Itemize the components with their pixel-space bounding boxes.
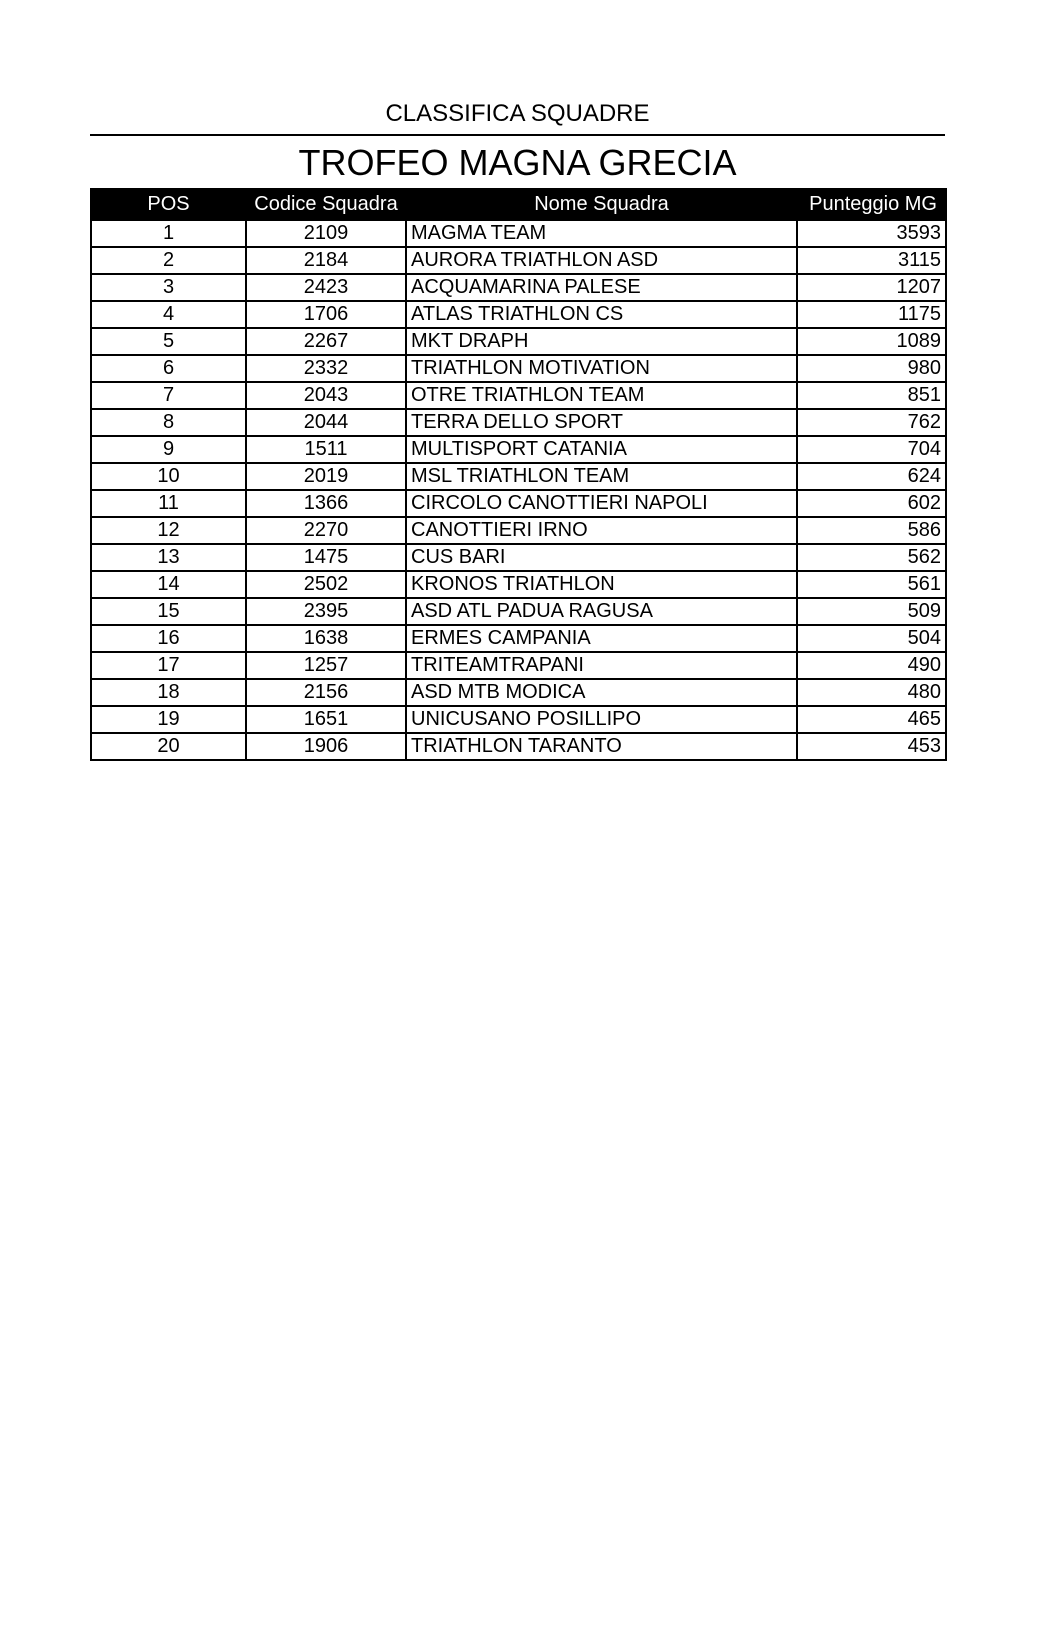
header-code: Codice Squadra [246,189,406,220]
cell-pos: 18 [91,679,246,706]
cell-code: 1651 [246,706,406,733]
cell-score: 762 [797,409,946,436]
cell-score: 3115 [797,247,946,274]
cell-code: 2109 [246,220,406,247]
cell-code: 2332 [246,355,406,382]
table-row [91,517,946,544]
table-row [91,625,946,652]
table-row [91,436,946,463]
cell-team-name: OTRE TRIATHLON TEAM [406,382,797,409]
cell-pos: 4 [91,301,246,328]
document-title: TROFEO MAGNA GRECIA [298,142,737,183]
cell-team-name: MAGMA TEAM [406,220,797,247]
cell-pos: 20 [91,733,246,760]
cell-score: 1089 [797,328,946,355]
cell-code: 2156 [246,679,406,706]
cell-score: 561 [797,571,946,598]
cell-pos: 3 [91,274,246,301]
table-body [91,220,946,760]
cell-code: 2044 [246,409,406,436]
cell-pos: 11 [91,490,246,517]
ranking-table [90,188,947,761]
cell-score: 586 [797,517,946,544]
cell-score: 851 [797,382,946,409]
cell-team-name: CUS BARI [406,544,797,571]
table-row [91,706,946,733]
cell-score: 480 [797,679,946,706]
cell-team-name: ERMES CAMPANIA [406,625,797,652]
cell-pos: 15 [91,598,246,625]
cell-score: 1175 [797,301,946,328]
cell-code: 2502 [246,571,406,598]
cell-team-name: MSL TRIATHLON TEAM [406,463,797,490]
table-row [91,733,946,760]
table-row [91,220,946,247]
cell-team-name: TRITEAMTRAPANI [406,652,797,679]
cell-score: 453 [797,733,946,760]
cell-code: 1906 [246,733,406,760]
cell-team-name: ASD MTB MODICA [406,679,797,706]
cell-score: 1207 [797,274,946,301]
cell-team-name: MKT DRAPH [406,328,797,355]
table-row [91,571,946,598]
cell-score: 624 [797,463,946,490]
document-subtitle: CLASSIFICA SQUADRE [385,100,650,127]
header-name: Nome Squadra [406,189,797,220]
cell-code: 1706 [246,301,406,328]
title-divider [90,134,945,136]
table-row [91,328,946,355]
cell-pos: 10 [91,463,246,490]
cell-code: 2270 [246,517,406,544]
cell-pos: 5 [91,328,246,355]
table-header-row [91,189,946,220]
cell-score: 704 [797,436,946,463]
cell-score: 3593 [797,220,946,247]
cell-score: 465 [797,706,946,733]
cell-score: 490 [797,652,946,679]
cell-team-name: ASD ATL PADUA RAGUSA [406,598,797,625]
cell-score: 980 [797,355,946,382]
cell-team-name: MULTISPORT CATANIA [406,436,797,463]
cell-code: 2184 [246,247,406,274]
cell-pos: 9 [91,436,246,463]
table-row [91,409,946,436]
header-score: Punteggio MG [797,189,946,220]
header-pos: POS [91,189,246,220]
cell-code: 1475 [246,544,406,571]
cell-pos: 1 [91,220,246,247]
cell-code: 1511 [246,436,406,463]
cell-pos: 6 [91,355,246,382]
table-row [91,301,946,328]
cell-score: 602 [797,490,946,517]
cell-team-name: ATLAS TRIATHLON CS [406,301,797,328]
table-row [91,652,946,679]
cell-code: 2395 [246,598,406,625]
cell-team-name: AURORA TRIATHLON ASD [406,247,797,274]
table-row [91,598,946,625]
table-row [91,382,946,409]
table-row [91,463,946,490]
cell-team-name: KRONOS TRIATHLON [406,571,797,598]
cell-team-name: CIRCOLO CANOTTIERI NAPOLI [406,490,797,517]
cell-pos: 19 [91,706,246,733]
cell-team-name: CANOTTIERI IRNO [406,517,797,544]
cell-pos: 8 [91,409,246,436]
cell-code: 2423 [246,274,406,301]
cell-team-name: TRIATHLON MOTIVATION [406,355,797,382]
cell-pos: 2 [91,247,246,274]
cell-score: 509 [797,598,946,625]
cell-pos: 12 [91,517,246,544]
cell-pos: 14 [91,571,246,598]
table-row [91,247,946,274]
table-row [91,679,946,706]
table-row [91,490,946,517]
cell-pos: 13 [91,544,246,571]
cell-pos: 16 [91,625,246,652]
cell-score: 562 [797,544,946,571]
cell-code: 2019 [246,463,406,490]
cell-code: 1257 [246,652,406,679]
cell-code: 1638 [246,625,406,652]
cell-pos: 7 [91,382,246,409]
cell-pos: 17 [91,652,246,679]
cell-code: 2267 [246,328,406,355]
cell-team-name: UNICUSANO POSILLIPO [406,706,797,733]
table-row [91,355,946,382]
cell-team-name: TERRA DELLO SPORT [406,409,797,436]
table-row [91,274,946,301]
table-row [91,544,946,571]
cell-code: 1366 [246,490,406,517]
cell-team-name: ACQUAMARINA PALESE [406,274,797,301]
cell-score: 504 [797,625,946,652]
cell-team-name: TRIATHLON TARANTO [406,733,797,760]
cell-code: 2043 [246,382,406,409]
